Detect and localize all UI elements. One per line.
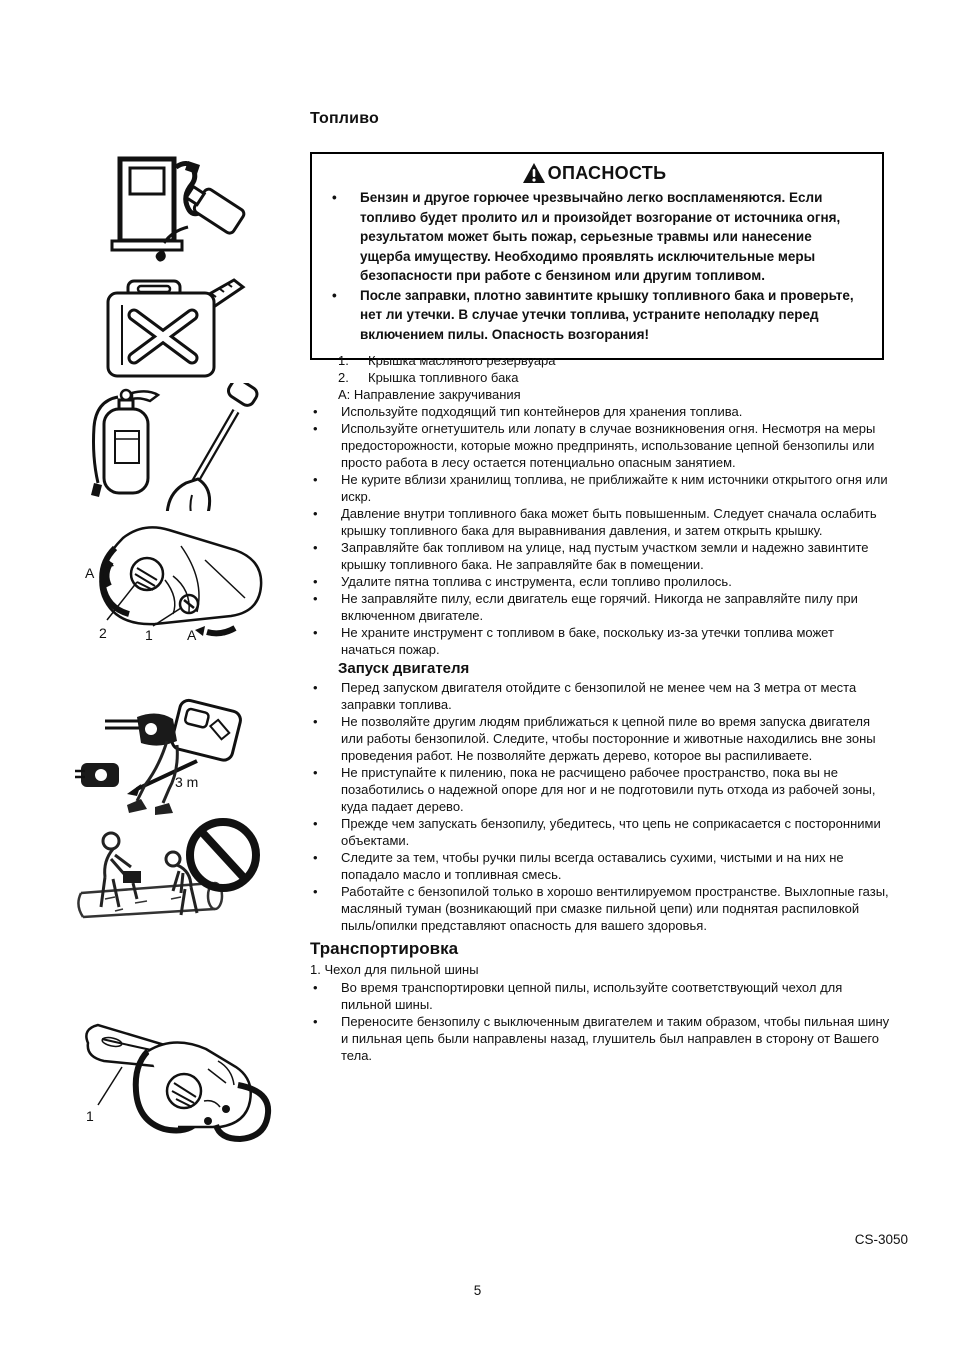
transport-heading: Транспортировка: [310, 939, 459, 958]
legend-item: [310, 369, 890, 386]
page-title: Топливо: [310, 110, 380, 127]
fuel-bullet: [310, 539, 890, 573]
engine-bullet-text: Работайте с бензопилой только в хорошо вентилируемом пространстве. Выхлопные газы, масляный туман (возникающий при смазке пильной цепи) или поднятая распиловкой пыль/опилки представляют опасность для вашего здоровья.: [341, 884, 889, 933]
engine-bullet-text: Не приступайте к пилению, пока не расчищено рабочее пространство, пока вы не позаботились о надежной опоре для ног и не подготовили путь отхода из рабочей зоны, куда падает дерево.: [341, 765, 876, 814]
bullet-marker: [310, 883, 341, 934]
transport-bullet-text: Переносите бензопилу с выключенным двигателем и таким образом, чтобы пильная шину и пильная цепь были направлены назад, глушитель был направлен в сторону от Вашего тела.: [341, 1014, 890, 1063]
no-bystanders-figure: [75, 815, 261, 937]
bullet-marker: [324, 188, 360, 286]
saw-on-ground-icon: [75, 763, 119, 787]
transport-bullet-text: Во время транспортировки цепной пилы, используйте соответствующий чехол для пильной шины.: [341, 980, 843, 1012]
page-number: 5: [473, 1283, 482, 1298]
fuel-bullet: [310, 590, 890, 624]
bullet-marker: [310, 764, 341, 815]
bullet-marker: [310, 573, 341, 590]
fuel-bullet-text: Не курите вблизи хранилищ топлива, не приближайте к ним источники открытого огня или искр.: [341, 472, 888, 504]
fuel-pump-icon: [112, 159, 201, 250]
fuel-bullet-text: Удалите пятна топлива с инструмента, если топливо пролилось.: [341, 574, 732, 589]
engine-bullet-text: Перед запуском двигателя отойдите с бензопилой не менее чем на 3 метра от места заправки топлива.: [341, 680, 857, 712]
danger-bullet: [324, 188, 864, 286]
fuel-bullet: [310, 624, 890, 658]
fuel-bullet: [310, 403, 890, 420]
legend-text: Крышка топливного бака: [368, 370, 519, 385]
bullet-marker: [310, 505, 341, 539]
bullet-marker: [310, 624, 341, 658]
saw-silhouette-icon: [105, 713, 177, 745]
fuel-bullet-text: Не заправляйте пилу, если двигатель еще горячий. Никогда не заправляйте пилу при включенном двигателе.: [341, 591, 858, 623]
engine-bullet: [310, 764, 890, 815]
cover-label-1: 1: [86, 1108, 94, 1124]
start-distance-figure: [75, 695, 265, 821]
bullet-marker: [310, 1013, 341, 1064]
danger-header: [324, 162, 864, 184]
prohibition-icon: [190, 822, 256, 888]
danger-bullet-text: Бензин и другое горючее чрезвычайно легко воспламеняются. Если топливо будет пролито ил и произойдет возгорание от источника огня, результатом может быть пожар, серьезные травмы или нанесение ущерба имуществу. Необходимо проявлять исключительные меры безопасности при работе с бензином или другим топливом.: [360, 190, 841, 283]
saw-caps-figure: [85, 520, 271, 650]
bullet-marker: [310, 713, 341, 764]
walking-person-icon: [127, 741, 177, 815]
fire-extinguisher-icon: [91, 390, 158, 497]
log-icon: [78, 883, 222, 917]
fuel-bullet: [310, 573, 890, 590]
engine-start-heading: Запуск двигателя: [338, 660, 470, 677]
bullet-marker: [324, 286, 360, 345]
engine-bullet-text: Прежде чем запускать бензопилу, убедитесь, что цепь не соприкасается с посторонними объектами.: [341, 816, 881, 848]
fuel-bullet-text: Заправляйте бак топливом на улице, над пустым участком земли и надежно завинтите крышку топливного бака. Не заправляйте бак в помещении.: [341, 540, 869, 572]
warning-triangle-icon: [522, 162, 546, 184]
bullet-marker: [310, 403, 341, 420]
danger-title: ОПАСНОСТЬ: [547, 162, 667, 183]
label-1: 1: [145, 627, 153, 643]
bullet-marker: [310, 849, 341, 883]
model-number: CS-3050: [854, 1232, 908, 1247]
label-a-bottom: А: [187, 627, 197, 643]
bullet-marker: [310, 979, 341, 1013]
shovel-icon: [167, 383, 259, 511]
fuel-bullet-text: Используйте подходящий тип контейнеров для хранения топлива.: [341, 404, 743, 419]
bullet-marker: [310, 679, 341, 713]
bullet-marker: [310, 815, 341, 849]
legend-number: 1.: [338, 353, 349, 368]
fuel-can-icon: [108, 280, 243, 376]
label-2: 2: [99, 625, 107, 641]
transport-bullet: [310, 1013, 890, 1064]
text-column: [310, 352, 890, 1064]
fuel-bullet-text: Не храните инструмент с топливом в баке, поскольку из-за утечки топлива может начаться пожар.: [341, 625, 834, 657]
engine-bullet-text: Следите за тем, чтобы ручки пилы всегда оставались сухими, чистыми и на них не попадало масло и топливная смесь.: [341, 850, 844, 882]
sawing-person-icon: [101, 833, 141, 907]
transport-cover-figure: [78, 1005, 274, 1157]
legend-item: [310, 352, 890, 369]
danger-box: [310, 152, 884, 360]
saw-body-icon: [136, 1042, 268, 1139]
engine-bullet: [310, 815, 890, 849]
fire-tools-figure: [88, 383, 260, 511]
bullet-marker: [310, 539, 341, 573]
fuel-bullet-text: Используйте огнетушитель или лопату в случае возникновения огня. Несмотря на меры предосторожности, которые можно предпринять, использование цепной бензопилы или просто работа в лесу остается потенциально опасным занятием.: [341, 421, 876, 470]
fuel-bullet: [310, 420, 890, 471]
danger-bullet-text: После заправки, плотно завинтите крышку топливного бака и проверьте, нет ли утечки. В случае утечки топлива, устраните неполадку перед включением пилы. Опасность возгорания!: [360, 287, 854, 342]
bullet-marker: [310, 420, 341, 471]
bullet-marker: [310, 590, 341, 624]
transport-note: 1. Чехол для пильной шины: [310, 962, 479, 977]
engine-bullet: [310, 849, 890, 883]
legend-text: Крышка масляного резервуара: [368, 353, 556, 368]
fuel-bullet-text: Давление внутри топливного бака может быть повышенным. Следует сначала ослабить крышку топливного бака для выравнивания давления, и затем открыть крышку.: [341, 506, 877, 538]
fuel-can-small-icon: [170, 699, 242, 763]
engine-bullet: [310, 679, 890, 713]
engine-bullet: [310, 713, 890, 764]
fuel-bullet: [310, 505, 890, 539]
bullet-marker: [310, 471, 341, 505]
legend-direction-note: А: Направление закручивания: [338, 387, 521, 402]
fuel-bullet: [310, 471, 890, 505]
fuel-storage-figure: [100, 155, 272, 380]
transport-bullet: [310, 979, 890, 1013]
label-a-left: А: [85, 565, 95, 581]
legend-number: 2.: [338, 370, 349, 385]
engine-bullet: [310, 883, 890, 934]
danger-bullet: [324, 286, 864, 345]
distance-label: 3 m: [175, 774, 199, 790]
engine-bullet-text: Не позволяйте другим людям приближаться к цепной пиле во время запуска двигателя или работы бензопилой. Следите, чтобы посторонние и животные находились вне зоны проведения работ. Не позволяйте держать дерево, которое вы распиливаете.: [341, 714, 876, 763]
